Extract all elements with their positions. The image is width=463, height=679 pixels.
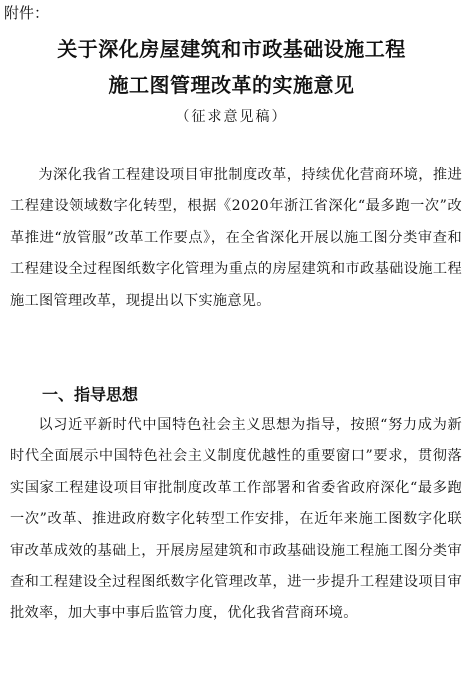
attachment-label: 附件：	[4, 4, 50, 22]
document-title-line-1: 关于深化房屋建筑和市政基础设施工程	[57, 37, 406, 61]
section-heading-guiding-ideology: 一、指导思想	[42, 385, 139, 404]
document-title-line-2: 施工图管理改革的实施意见	[108, 73, 355, 97]
draft-subtitle: （征求意见稿）	[175, 109, 288, 125]
intro-paragraph: 为深化我省工程建设项目审批制度改革，持续优化营商环境，推进工程建设领域数字化转型，根据《2020年浙江省深化“最多跑一次”改革推进“放管服”改革工作要点》，在全省深化开展以施工图分类审查和工程建设全过程图纸数字化管理为重点的房屋建筑和市政基础设施工程施工图管理改革，现提出以下实施意见。	[10, 167, 462, 309]
guiding-ideology-paragraph: 以习近平新时代中国特色社会主义思想为指导，按照“努力成为新时代全面展示中国特色社会主义制度优越性的重要窗口”要求，贯彻落实国家工程建设项目审批制度改革工作部署和省委省政府深化“最多跑一次”改革、推进政府数字化转型工作安排，在近年来施工图数字化联审改革成效的基础上，开展房屋建筑和市政基础设施工程施工图分类审查和工程建设全过程图纸数字化管理改革，进一步提升工程建设项目审批效率，加大事中事后监管力度，优化我省营商环境。	[10, 417, 462, 622]
